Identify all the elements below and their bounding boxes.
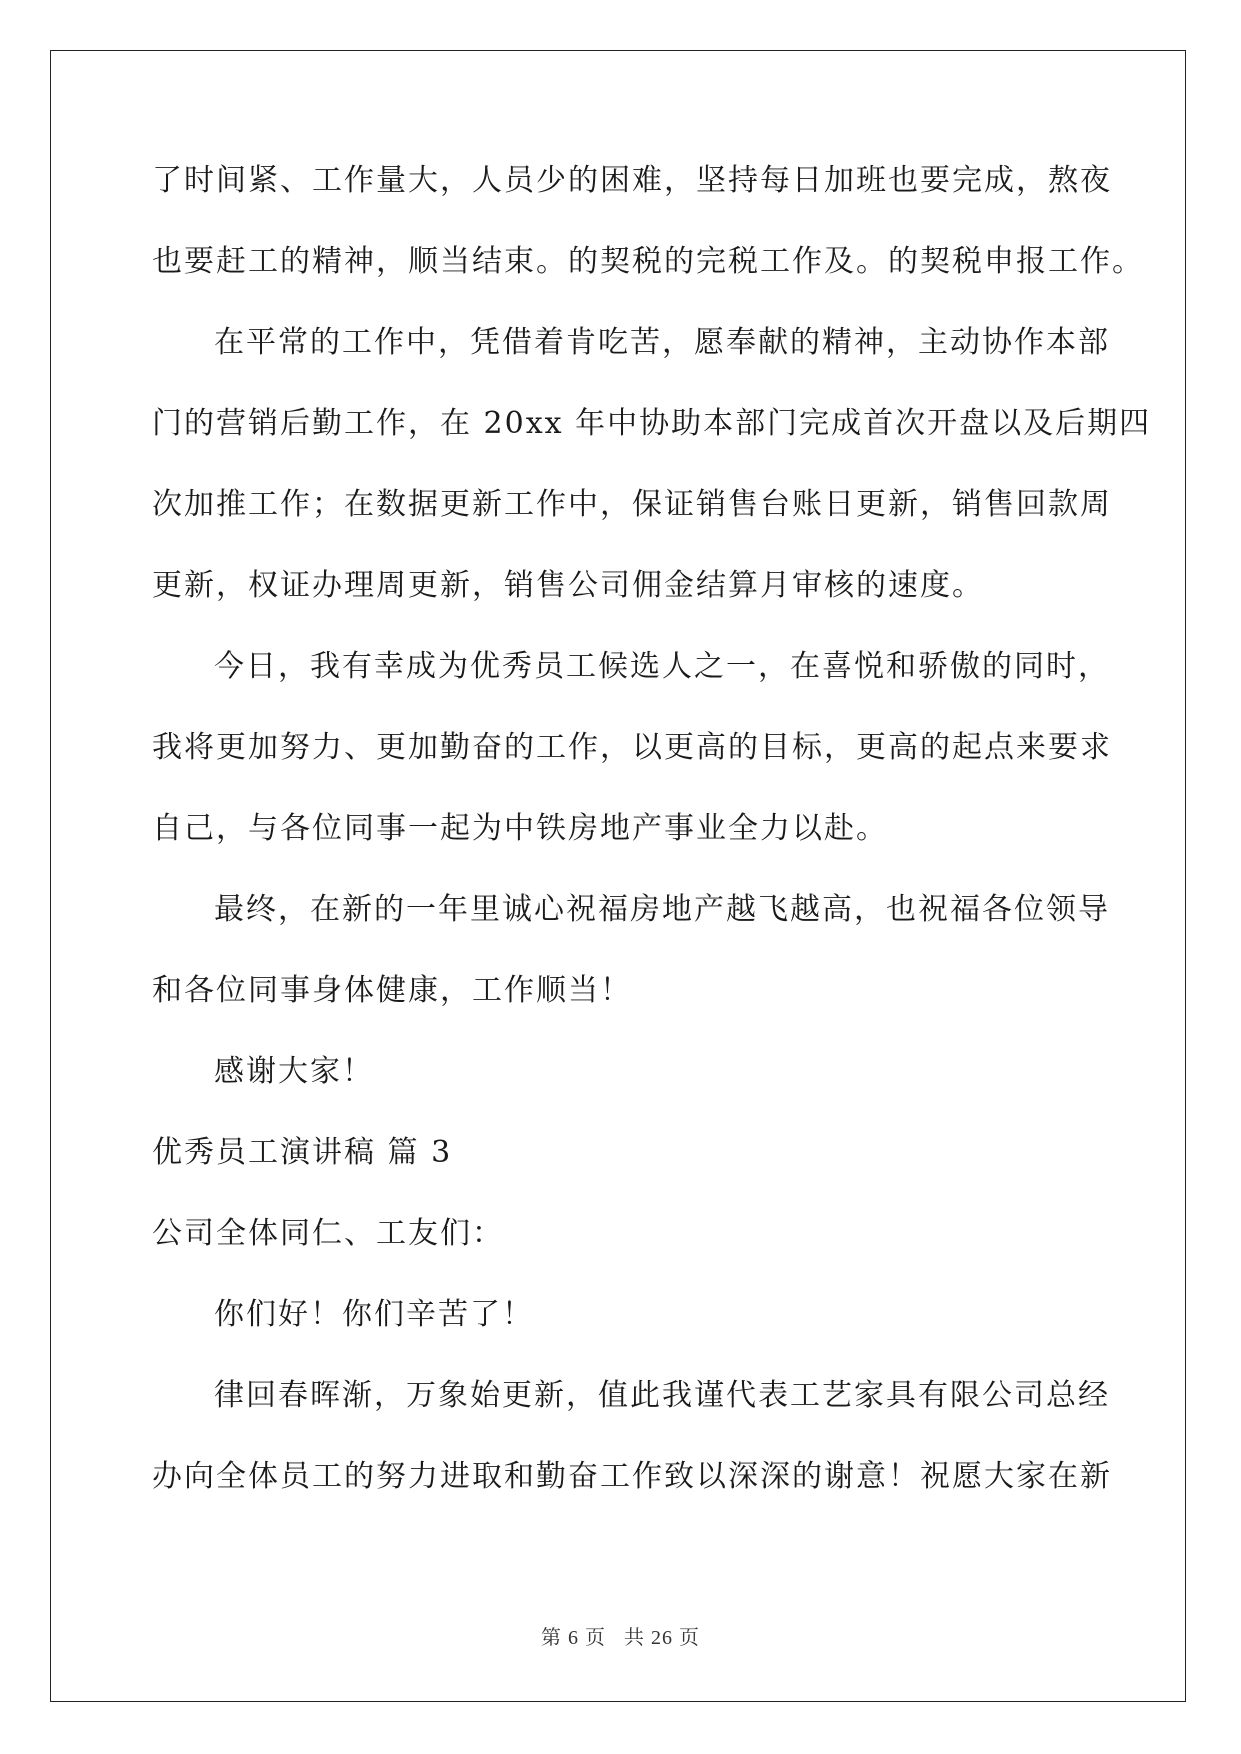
text-line-10: 最终，在新的一年里诚心祝福房地产越飞越高，也祝福各位领导 — [214, 892, 1110, 927]
section-heading: 优秀员工演讲稿 篇 3 — [152, 1135, 453, 1170]
text-line-8: 我将更加努力、更加勤奋的工作，以更高的目标，更高的起点来要求 — [152, 730, 1112, 765]
text-line-9: 自己，与各位同事一起为中铁房地产事业全力以赴。 — [152, 811, 888, 846]
text-line-11: 和各位同事身体健康，工作顺当！ — [152, 973, 632, 1008]
text-line-16: 律回春晖渐，万象始更新，值此我谨代表工艺家具有限公司总经 — [214, 1378, 1110, 1413]
salutation-line: 公司全体同仁、工友们： — [152, 1216, 504, 1251]
page-total: 共 26 页 — [624, 1627, 700, 1649]
document-body — [152, 160, 1152, 1537]
text-line-15: 你们好！你们辛苦了！ — [214, 1297, 534, 1332]
text-line-4: 门的营销后勤工作，在 20xx 年中协助本部门完成首次开盘以及后期四 — [152, 406, 1152, 441]
text-line-2: 也要赶工的精神，顺当结束。的契税的完税工作及。的契税申报工作。 — [152, 244, 1144, 279]
text-line-1: 了时间紧、工作量大，人员少的困难，坚持每日加班也要完成，熬夜 — [152, 163, 1112, 198]
text-line-12: 感谢大家！ — [214, 1054, 374, 1089]
page-footer — [0, 1621, 1241, 1650]
text-line-5: 次加推工作；在数据更新工作中，保证销售台账日更新，销售回款周 — [152, 487, 1112, 522]
page-number: 第 6 页 — [541, 1627, 606, 1649]
text-line-7: 今日，我有幸成为优秀员工候选人之一，在喜悦和骄傲的同时， — [214, 649, 1110, 684]
text-line-6: 更新，权证办理周更新，销售公司佣金结算月审核的速度。 — [152, 568, 984, 603]
text-line-17: 办向全体员工的努力进取和勤奋工作致以深深的谢意！祝愿大家在新 — [152, 1459, 1112, 1494]
text-line-3: 在平常的工作中，凭借着肯吃苦，愿奉献的精神，主动协作本部 — [214, 325, 1110, 360]
